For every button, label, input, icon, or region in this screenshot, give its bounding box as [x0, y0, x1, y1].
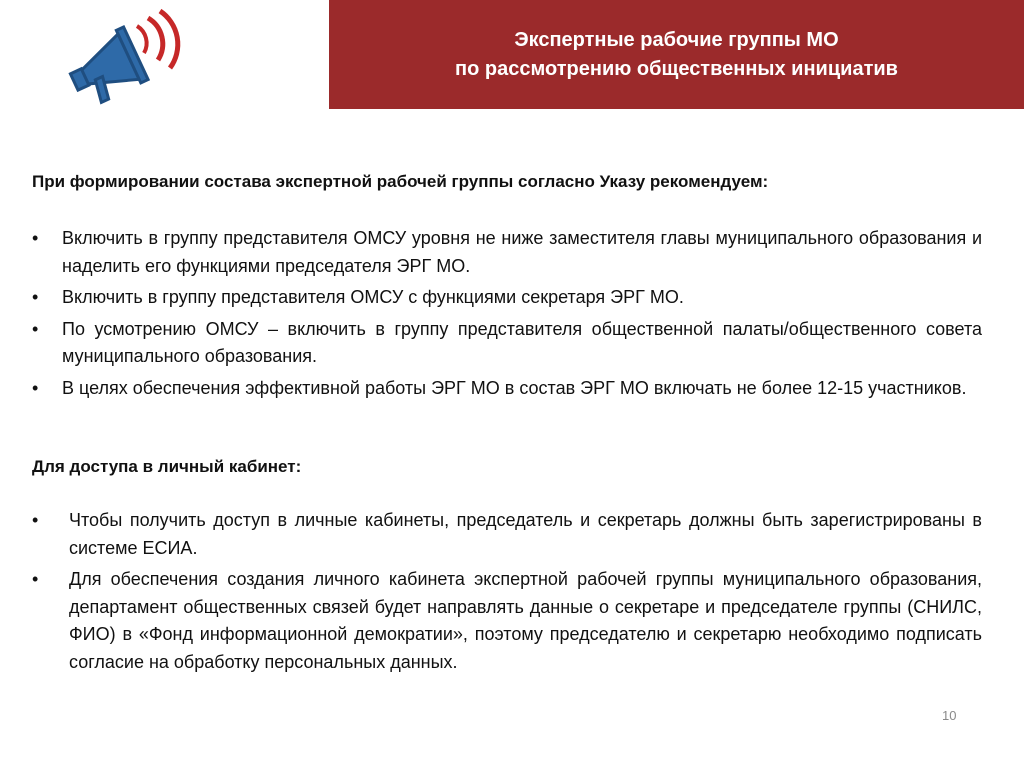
list-item	[32, 507, 982, 562]
access-heading: Для доступа в личный кабинет:	[32, 457, 302, 476]
list-item	[32, 316, 982, 371]
bullet: •	[32, 377, 39, 398]
bullet: •	[32, 569, 39, 589]
page-number: 10	[942, 708, 957, 723]
list-item	[32, 566, 982, 676]
list-item-text: Для обеспечения создания личного кабинета экспертной рабочей группы муниципального образования, департамент общественных связей будет направлять данные о секретаре и председателе группы (СНИЛС, ФИО) в «Фонд информационной демократии», поэтому председателю и секретарю необходимо подписать согласие на обработку персональных данных.	[69, 569, 982, 672]
bullet: •	[32, 287, 39, 307]
list-item	[32, 225, 982, 280]
list-item	[32, 284, 982, 312]
list-item-text: Включить в группу представителя ОМСУ уровня не ниже заместителя главы муниципального образования и наделить его функциями председателя ЭРГ МО.	[62, 228, 982, 276]
list-item-text: По усмотрению ОМСУ – включить в группу представителя общественной палаты/общественного совета муниципального образования.	[62, 318, 982, 366]
bullet: •	[32, 318, 39, 339]
bullet: •	[32, 228, 39, 248]
header-title-line2: по рассмотрению общественных инициатив	[455, 57, 898, 80]
bullet: •	[32, 510, 39, 530]
megaphone-icon	[60, 8, 190, 108]
header-title-line1: Экспертные рабочие группы МО	[514, 28, 839, 51]
list-item-text: Включить в группу представителя ОМСУ с функциями секретаря ЭРГ МО.	[62, 287, 684, 307]
header-band	[329, 0, 1024, 109]
list-item-text: Чтобы получить доступ в личные кабинеты, председатель и секретарь должны быть зарегистрированы в системе ЕСИА.	[69, 510, 982, 558]
intro-heading: При формировании состава экспертной рабочей группы согласно Указу рекомендуем:	[32, 172, 769, 191]
list-item	[32, 375, 982, 403]
access-list	[32, 507, 982, 680]
list-item-text: В целях обеспечения эффективной работы ЭРГ МО в состав ЭРГ МО включать не более 12-15 участников.	[62, 377, 967, 398]
recommendations-list	[32, 225, 982, 406]
